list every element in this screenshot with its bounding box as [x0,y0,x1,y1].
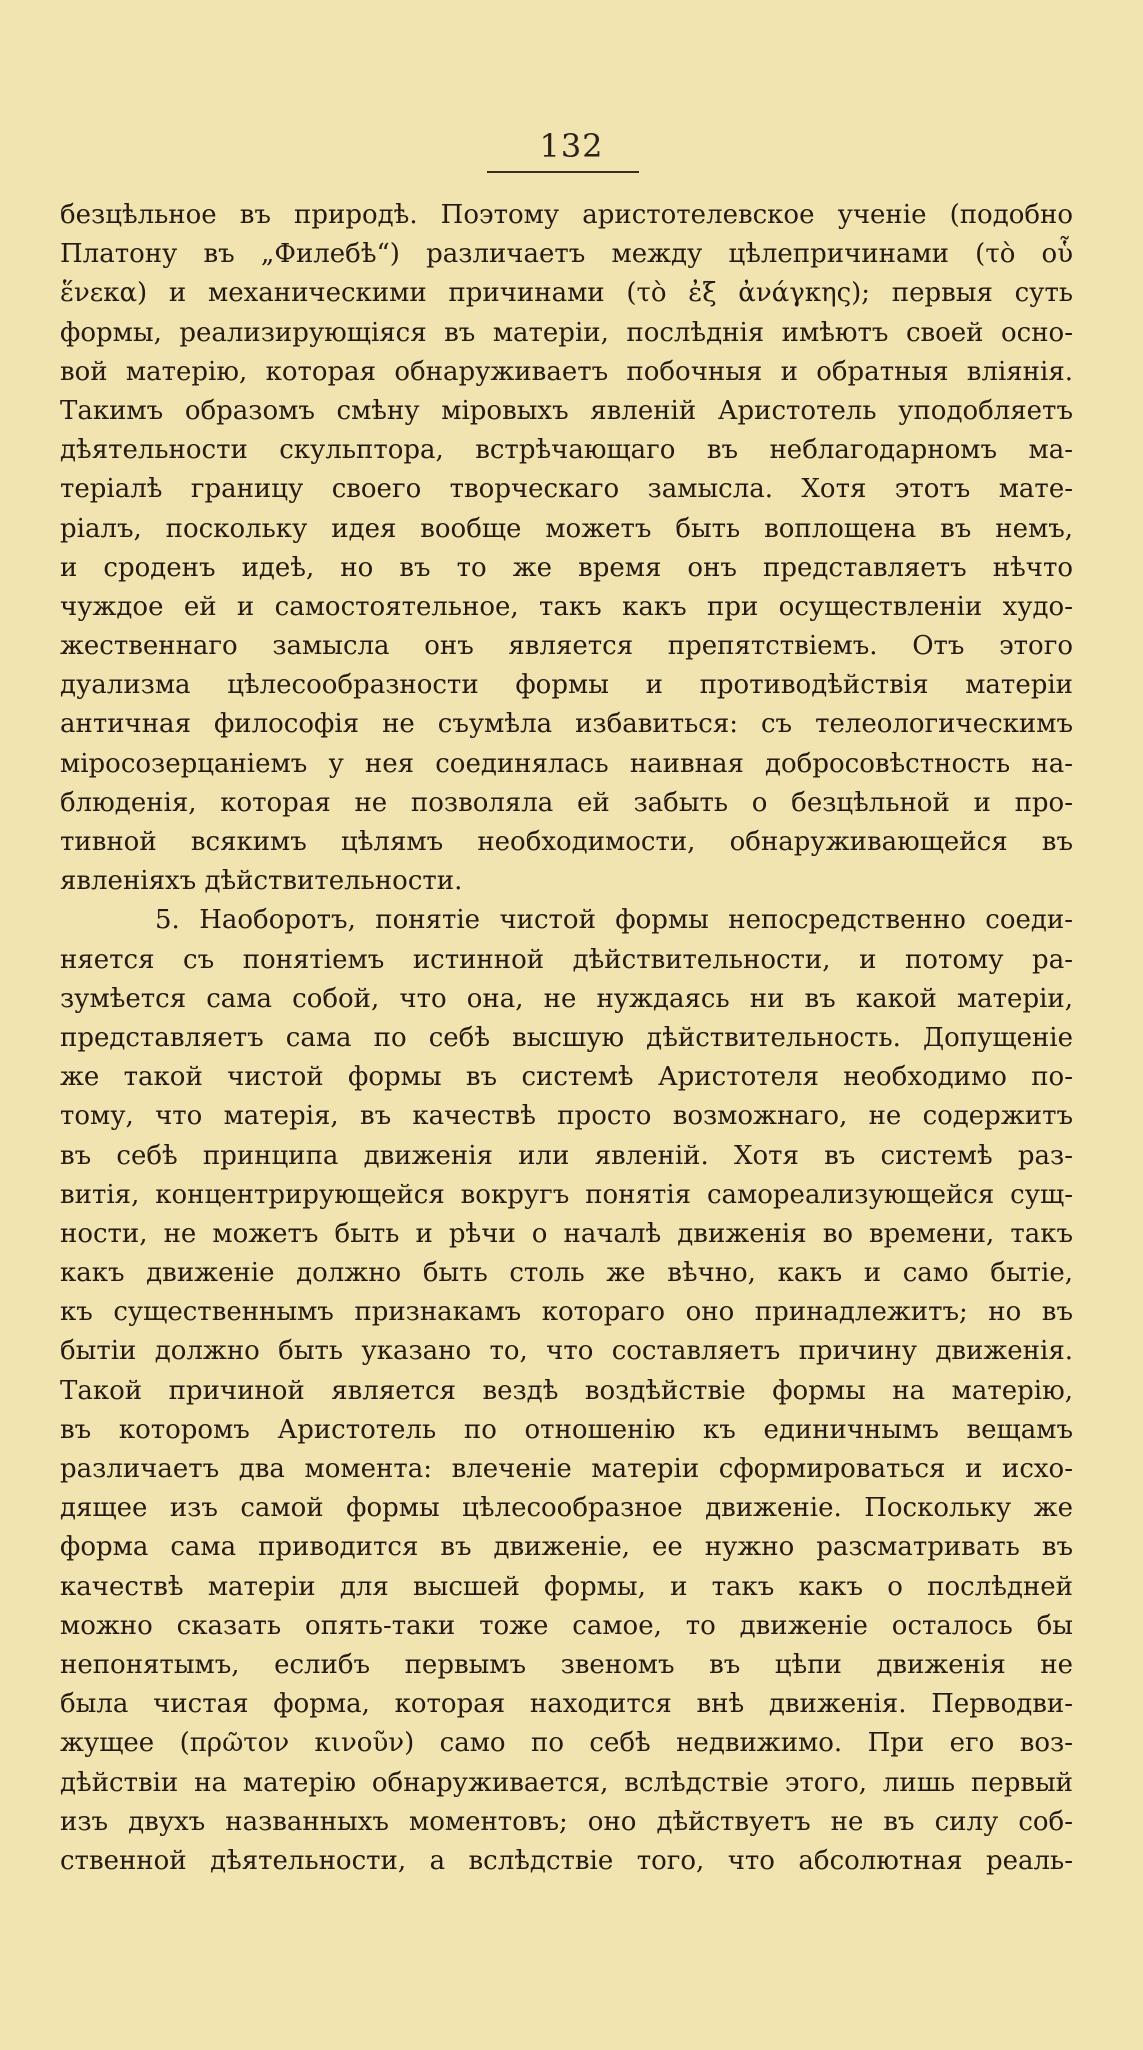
text-line: витія, концентрирующейся вокругъ понятія самореализующейся сущ- [60,1179,1073,1210]
text-line: Такой причиной является вездѣ воздѣйствіе формы на матерію, [60,1375,1073,1406]
text-line: тивной всякимъ цѣлямъ необходимости, обнаруживающейся въ [60,827,1073,857]
text-line: жущее (πρῶτον κινοῦν) само по себѣ недвижимо. При его воз- [60,1728,1073,1759]
text-line: тому, что матерія, въ качествѣ просто возможнаго, не содержитъ [60,1101,1073,1132]
text-line: безцѣльное въ природѣ. Поэтому аристотелевское ученіе (подобно [60,200,1073,230]
text-line: дящее изъ самой формы цѣлесообразное движеніе. Поскольку же [60,1493,1073,1524]
text-line: была чистая форма, которая находится внѣ движенія. Перводви- [60,1689,1073,1720]
text-line: же такой чистой формы въ системѣ Аристотеля необходимо по- [60,1062,1073,1093]
text-line: представляетъ сама по себѣ высшую дѣйствительность. Допущеніе [60,1022,1073,1053]
text-line: ности, не можетъ быть и рѣчи о началѣ движенія во времени, такъ [60,1218,1073,1249]
text-line: зумѣется сама собой, что она, не нуждаясь ни въ какой матеріи, [60,983,1073,1014]
text-line: Такимъ образомъ смѣну міровыхъ явленій Аристотель уподобляетъ [60,395,1073,426]
text-line: блюденія, которая не позволяла ей забыть о безцѣльной и про- [60,787,1073,818]
text-line: вой матерію, которая обнаруживаетъ побочныя и обратныя вліянія. [60,356,1073,387]
text-line: бытіи должно быть указано то, что составляетъ причину движенія. [60,1336,1073,1367]
text-line: форма сама приводится въ движеніе, ее нужно разсматривать въ [60,1532,1073,1563]
text-line: ріалъ, поскольку идея вообще можетъ быть воплощена въ немъ, [60,513,1073,544]
text-line: можно сказать опять-таки тоже самое, то движеніе осталось бы [60,1610,1073,1641]
text-line: няется съ понятіемъ истинной дѣйствительности, и потому ра- [60,944,1073,975]
text-line: формы, реализирующіяся въ матеріи, послѣднія имѣютъ своей осно- [60,317,1073,348]
text-line: явленіяхъ дѣйствительности. [60,866,463,897]
text-line: различаетъ два момента: влеченіе матеріи сформироваться и исхо- [60,1454,1073,1484]
text-line: качествѣ матеріи для высшей формы, и такъ какъ о послѣдней [60,1571,1073,1602]
text-line: 5. Наоборотъ, понятіе чистой формы непосредственно соеди- [155,905,1073,936]
text-line: изъ двухъ названныхъ моментовъ; оно дѣйствуетъ не въ силу соб- [60,1806,1073,1837]
text-line: ственной дѣятельности, а вслѣдствіе того, что абсолютная реаль- [60,1845,1073,1876]
page-number-rule [487,171,639,173]
text-line: дѣйствіи на матерію обнаруживается, вслѣдствіе этого, лишь первый [60,1767,1073,1798]
text-line: Платону въ „Филебѣ“) различаетъ между цѣлепричинами (τὸ οὗ [60,239,1073,270]
text-line: какъ движеніе должно быть столь же вѣчно, какъ и само бытіе, [60,1258,1073,1289]
text-line: жественнаго замысла онъ является препятствіемъ. Отъ этого [60,631,1073,662]
text-line: ἕνεκα) и механическими причинами (τὸ ἐξ ἀνάγκης); первыя суть [60,278,1073,309]
text-line: дѣятельности скульптора, встрѣчающаго въ неблагодарномъ ма- [60,435,1073,466]
text-line: непонятымъ, еслибъ первымъ звеномъ въ цѣпи движенія не [60,1649,1073,1680]
paragraph-2 [60,901,1073,1881]
paragraph-1 [60,196,1073,901]
text-line: и сроденъ идеѣ, но въ то же время онъ представляетъ нѣчто [60,552,1073,583]
text-line: теріалѣ границу своего творческаго замысла. Хотя этотъ мате- [60,474,1073,505]
text-line: дуализма цѣлесообразности формы и противодѣйствія матеріи [60,670,1073,701]
text-line: античная философія не съумѣла избавиться: съ телеологическимъ [60,709,1073,740]
text-line: чуждое ей и самостоятельное, такъ какъ при осуществленіи худо- [60,591,1073,622]
text-line: къ существеннымъ признакамъ котораго оно принадлежитъ; но въ [60,1297,1073,1328]
text-line: въ себѣ принципа движенія или явленій. Хотя въ системѣ раз- [60,1140,1073,1171]
text-line: въ которомъ Аристотель по отношенію къ единичнымъ вещамъ [60,1414,1073,1445]
body-text [60,196,1073,1881]
page-number: 132 [539,127,604,165]
text-line: міросозерцаніемъ у нея соединялась наивная добросовѣстность на- [60,748,1073,779]
